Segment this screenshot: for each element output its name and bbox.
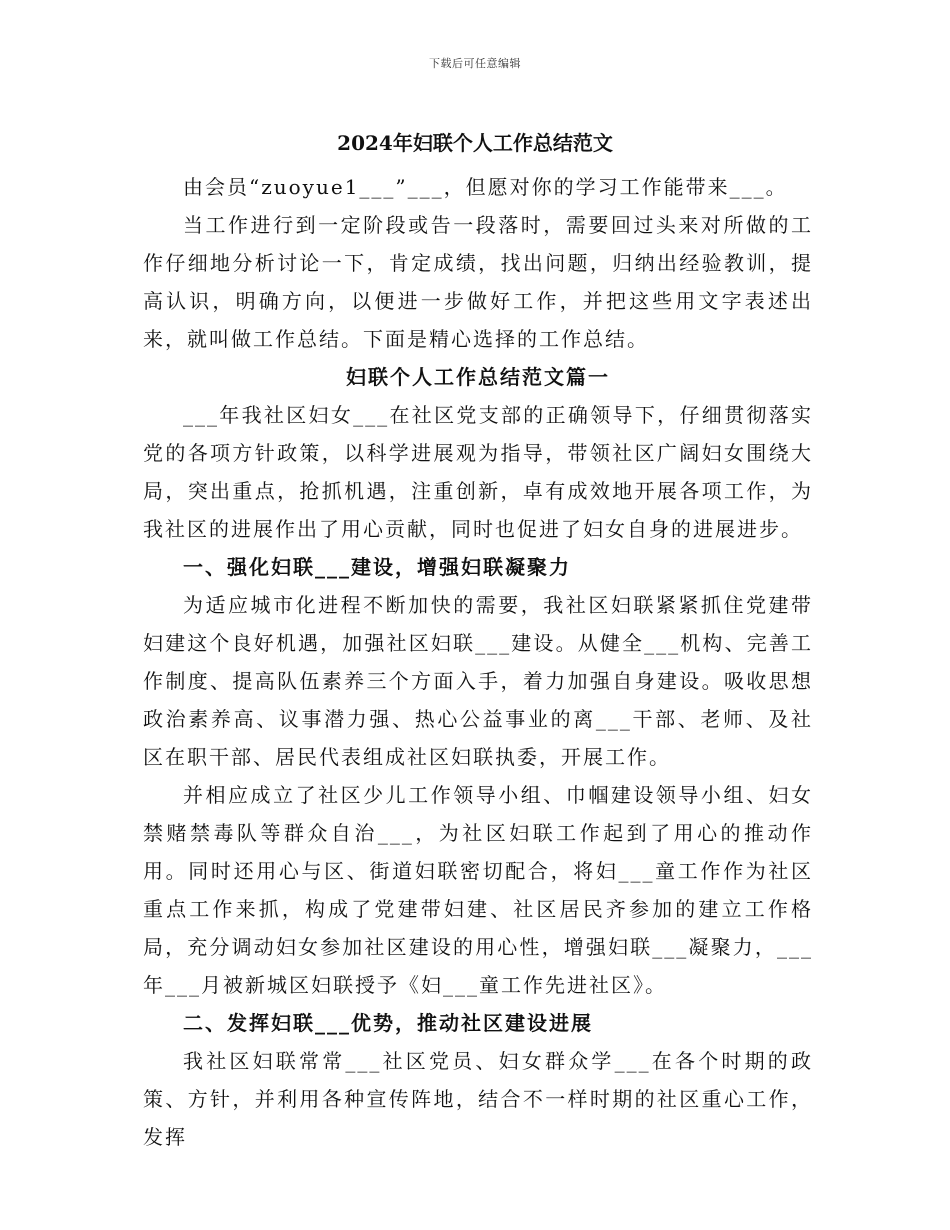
section-title: 妇联个人工作总结范文篇一 [346,365,610,389]
part1-paragraph-1: 为适应城市化进程不断加快的需要，我社区妇联紧紧抓住党建带妇建这个良好机遇，加强社区妇联___建设。从健全___机构、完善工作制度、提高队伍素养三个方面入手，着力加强自身建设。吸收思想政治素养高、议事潜力强、热心公益事业的离___干部、老师、及社区在职干部、居民代表组成社区妇联执委，开展工作。 [143,593,813,769]
document-title: 2024年妇联个人工作总结范文 [337,131,613,155]
header-note: 下载后可任意编辑 [429,57,521,70]
heading-strengthen-federation: 一、强化妇联___建设，增强妇联凝聚力 [183,555,571,579]
intro-paragraph-2: 当工作进行到一定阶段或告一段落时，需要回过头来对所做的工作仔细地分析讨论一下，肯定成绩，找出问题，归纳出经验教训，提高认识，明确方向，以便进一步做好工作，并把这些用文字表述出来，就叫做工作总结。下面是精心选择的工作总结。 [143,213,813,351]
part1-paragraph-2: 并相应成立了社区少儿工作领导小组、巾帼建设领导小组、妇女禁赌禁毒队等群众自治___，为社区妇联工作起到了用心的推动作用。同时还用心与区、街道妇联密切配合，将妇___童工作作为社区重点工作来抓，构成了党建带妇建、社区居民齐参加的建立工作格局，充分调动妇女参加社区建设的用心性，增强妇联___凝聚力，___年___月被新城区妇联授予《妇___童工作先进社区》。 [143,783,813,997]
part2-paragraph-1: 我社区妇联常常___社区党员、妇女群众学___在各个时期的政策、方针，并利用各种宣传阵地，结合不一样时期的社区重心工作，发挥 [143,1049,813,1149]
section-intro-paragraph: ___年我社区妇女___在社区党支部的正确领导下，仔细贯彻落实党的各项方针政策，以科学进展观为指导，带领社区广阔妇女围绕大局，突出重点，抢抓机遇，注重创新，卓有成效地开展各项工作，为我社区的进展作出了用心贡献，同时也促进了妇女自身的进展进步。 [143,403,813,541]
heading-promote-community: 二、发挥妇联___优势，推动社区建设进展 [183,1011,593,1035]
document-body [143,168,813,1156]
intro-paragraph-1: 由会员“zuoyue1___”___，但愿对你的学习工作能带来___。 [183,175,788,199]
